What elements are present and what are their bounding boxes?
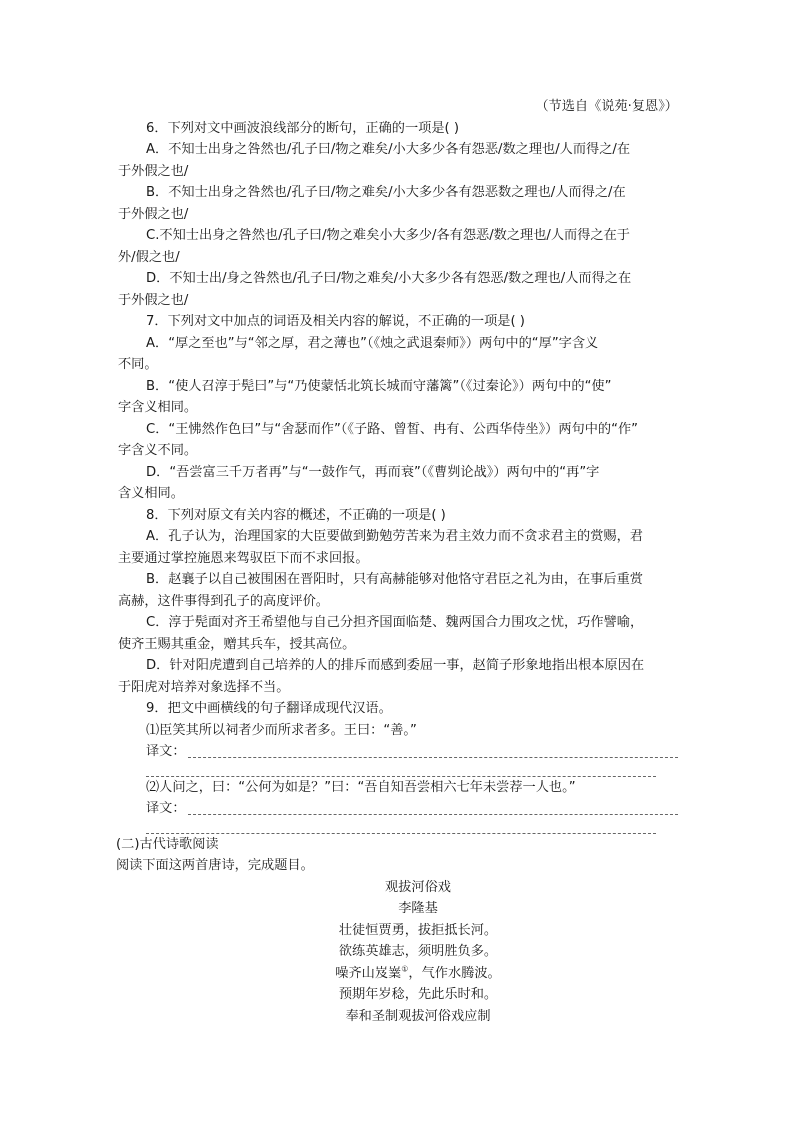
q6-option-d: D．不知士出/身之咎然也/孔子曰/物之难矣/小大多少各有怨恶/数之理也/人而得之在 [146,271,632,286]
poem-line-1: 壮徒恒贾勇，拔拒抵长河。 [338,922,498,938]
q9-sentence-1: ⑴臣笑其所以祠者少而所求者多。王曰：“善。” [146,722,417,738]
q9-answer-line-2[interactable] [118,798,678,820]
q6-option-a: A．不知士出身之咎然也/孔子曰/物之难矣/小大多少各有怨恶/数之理也/人而得之/在 [146,142,631,157]
document-page [118,96,678,1027]
q8-option-a: A．孔子认为，治理国家的大臣要做到勤勉劳苦来为君主效力而不贪求君主的赏赐，君 [146,529,643,544]
q6-option-b: B．不知士出身之咎然也/孔子曰/物之难矣/小大多少各有怨恶数之理也/人而得之/在 [146,185,626,200]
answer-blank[interactable] [188,746,678,758]
question-7-stem: 7．下列对文中加点的词语及相关内容的解说，不正确的一项是( ) [146,314,525,329]
q8-option-b: B．赵襄子以自己被围困在晋阳时，只有高赫能够对他恪守君臣之礼为由，在事后重赏 [146,572,643,587]
q7-option-c: C．“王怫然作色曰”与“舍瑟而作”（《子路、曾皙、冉有、公西华侍坐》）两句中的“作” [146,421,638,437]
translation-label: 译文： [146,801,186,816]
second-poem-title: 奉和圣制观拔河俗戏应制 [345,1008,491,1024]
q7-option-c-cont: 字含义不同。 [118,443,198,458]
q6-option-c-cont: 外/假之也/ [118,249,180,265]
answer-blank[interactable] [188,803,678,815]
q7-option-b-cont: 字含义相同。 [118,400,198,415]
q7-option-d: D．“吾尝富三千万者再”与“一鼓作气，再而衰”（《曹刿论战》）两句中的“再”字 [146,464,600,480]
poem-author: 李隆基 [398,901,438,916]
question-8-stem: 8．下列对原文有关内容的概述，不正确的一项是( ) [146,507,446,523]
poem-line-3-part-2: ，气作水腾波。 [408,965,501,981]
q6-option-c: C.不知士出身之咎然也/孔子曰/物之难矣小大多少/各有怨恶/数之理也/人而得之在于 [146,228,630,243]
poetry-intro: 阅读下面这两首唐诗，完成题目。 [116,858,314,873]
q8-option-c-cont: 使齐王赐其重金，赠其兵车，授其高位。 [118,636,356,652]
question-6-stem: 6．下列对文中画波浪线部分的断句，正确的一项是( ) [146,120,459,136]
q7-option-b: B．“使人召淳于髡曰”与“乃使蒙恬北筑长城而守藩篱”（《过秦论》）两句中的“使” [146,378,612,394]
poem-title: 观拔河俗戏 [385,879,451,895]
q8-option-d: D．针对阳虎遭到自己培养的人的排斥而感到委屈一事，赵简子形象地指出根本原因在 [146,658,645,673]
q8-option-a-cont: 主要通过掌控施恩来驾驭臣下而不求回报。 [118,550,369,566]
q9-answer-line-2b[interactable] [146,820,656,834]
q8-option-b-cont: 高赫，这件事得到孔子的高度评价。 [118,593,329,609]
poem-line-3 [118,963,678,985]
q9-sentence-2: ⑵人问之，曰：“公何为如是？”曰：“吾自知吾尝相六七年未尝荐一人也。” [146,779,576,795]
translation-label: 译文： [146,744,186,759]
q6-option-d-cont: 于外假之也/ [118,292,189,308]
q7-option-a-cont: 不同。 [118,357,158,372]
footnote-mark[interactable]: ① [401,964,409,974]
q8-option-d-cont: 于阳虎对培养对象选择不当。 [118,679,290,695]
q7-option-d-cont: 含义相同。 [118,486,184,501]
q6-option-b-cont: 于外假之也/ [118,206,189,222]
q6-option-a-cont: 于外假之也/ [118,163,189,179]
poem-line-4: 预期年岁稔，先此乐时和。 [338,987,498,1002]
poetry-section-heading: (二)古代诗歌阅读 [116,836,219,852]
question-9-stem: 9．把文中画横线的句子翻译成现代汉语。 [146,701,392,716]
poem-line-3-part-1: 噪齐山岌嶪 [335,965,402,981]
q9-answer-line-1b[interactable] [146,763,656,777]
source-note: （节选自《说苑·复恩》） [535,99,678,114]
q7-option-a: A．“厚之至也”与“邻之厚，君之薄也”（《烛之武退秦师》）两句中的“厚”字含义 [146,335,599,351]
q8-option-c: C．淳于髡面对齐王希望他与自己分担齐国面临楚、魏两国合力围攻之忧，巧作譬喻， [146,615,644,630]
poem-line-2: 欲练英雄志，须明胜负多。 [338,944,498,959]
q9-answer-line-1[interactable] [118,741,678,763]
